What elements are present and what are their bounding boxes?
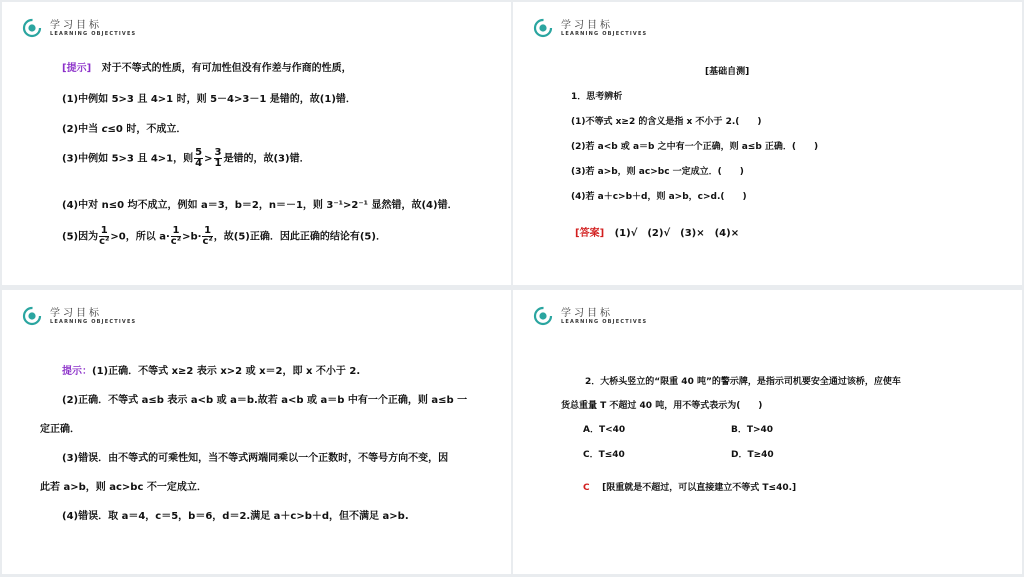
option-b[interactable]: B．T>40 [731,425,774,435]
explanation-1: 提示：(1)正确．不等式 x≥2 表示 x>2 或 x＝2，即 x 不小于 2. [62,366,361,377]
answer-letter: C [583,483,590,493]
statement-4: (4)若 a＋c>b＋d，则 a>b，c>d.( ) [571,192,747,202]
reason-2: (2)中当 c≤0 时，不成立． [62,124,187,135]
answer-line [583,480,796,493]
header-subtitle: LEARNING OBJECTIVES [50,31,137,37]
option-c[interactable]: C．T≤40 [583,450,625,460]
slide-2[interactable] [513,2,1022,285]
answer-explanation: [限重就是不超过，可以直接建立不等式 T≤40.] [602,483,797,493]
header-title: 学习目标 [50,20,102,31]
reason-5: (5)因为 $\frac{1}{\text{c²}}$ >0，所以 a· $\frac{1}{\text{c²}}$ >b· $\frac{1}{\text{c²}}$ ，故(5)正确．因此正确的结论有(5)． [62,225,386,247]
hint-line [62,59,352,74]
answer-text: (1)√ (2)√ (3)× (4)× [614,228,740,239]
question-title: 1．思考辨析 [571,92,623,102]
hint-tag: 提示： [62,366,92,377]
explanation-3b: 此若 a>b，则 ac>bc 不一定成立． [40,482,207,493]
slide-3[interactable] [2,290,511,574]
target-logo-icon [533,306,553,326]
statement-3: (3)若 a>b，则 ac>bc 一定成立．( ) [571,167,744,177]
header-subtitle: LEARNING OBJECTIVES [50,319,137,325]
fraction: $\frac{1}{\text{c²}}$ [202,225,213,247]
header-subtitle: LEARNING OBJECTIVES [561,31,648,37]
answer-tag: [答案] [575,228,605,239]
fraction: $\frac{5}{4}$ [195,147,203,169]
answer-line [575,224,739,239]
reason-3: (3)中例如 5>3 且 4>1，则 $\frac{5}{4}$ > $\frac{3}{1}$ 是错的，故(3)错． [62,147,310,169]
explanation-2b: 定正确． [40,424,80,435]
fraction: $\frac{1}{\text{c²}}$ [170,225,182,247]
hint-tag: [提示] [62,63,92,74]
question-line-1: 2．大桥头竖立的“限重 40 吨”的警示牌，是指示司机要安全通过该桥，应使车 [585,377,901,387]
header-title: 学习目标 [50,308,102,319]
fraction: $\frac{1}{\text{c²}}$ [99,225,110,247]
slide-4[interactable] [513,290,1022,574]
target-logo-icon [533,18,553,38]
slide-1[interactable] [2,2,511,285]
statement-1: (1)不等式 x≥2 的含义是指 x 不小于 2.( ) [571,117,762,127]
option-d[interactable]: D．T≥40 [731,450,774,460]
header-subtitle: LEARNING OBJECTIVES [561,319,648,325]
explanation-2a: (2)正确．不等式 a≤b 表示 a<b 或 a＝b.故若 a<b 或 a＝b 中有一个正确，则 a≤b 一 [62,395,468,406]
reason-1: (1)中例如 5>3 且 4>1 时，则 5－4>3－1 是错的，故(1)错． [62,94,356,105]
fraction: $\frac{3}{1}$ [214,147,222,169]
section-title: [基础自测] [705,67,750,77]
option-a[interactable]: A．T<40 [583,425,626,435]
statement-2: (2)若 a<b 或 a＝b 之中有一个正确，则 a≤b 正确．( ) [571,142,819,152]
explanation-3a: (3)错误．由不等式的可乘性知，当不等式两端同乘以一个正数时，不等号方向不变，因 [62,453,449,464]
header-title: 学习目标 [561,308,613,319]
explanation-4: (4)错误．取 a＝4，c＝5，b＝6，d＝2.满足 a＋c>b＋d，但不满足 a>b. [62,511,409,522]
target-logo-icon [22,306,42,326]
hint-text: 对于不等式的性质，有可加性但没有作差与作商的性质， [101,63,352,74]
reason-4: (4)中对 n≤0 均不成立，例如 a＝3，b＝2，n＝－1，则 3⁻¹>2⁻¹ 显然错，故(4)错． [62,200,458,211]
target-logo-icon [22,18,42,38]
question-line-2: 货总重量 T 不超过 40 吨，用不等式表示为( ) [561,401,763,411]
header-title: 学习目标 [561,20,613,31]
